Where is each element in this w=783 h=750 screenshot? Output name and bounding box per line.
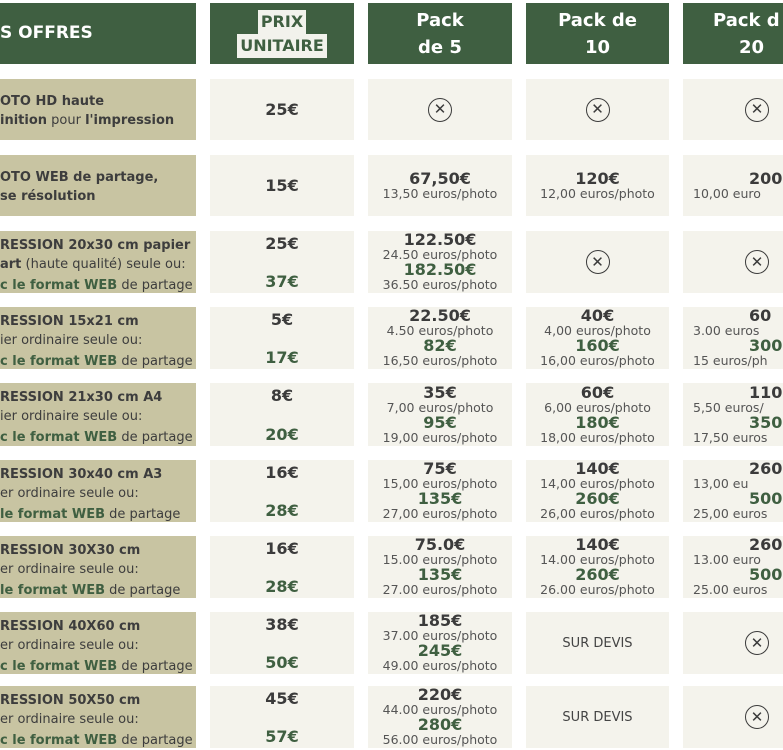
- table-row-3-label-line1-seg-0: RESSION 20x30 cm papier: [0, 238, 191, 253]
- header-pack20-line2: 20: [739, 36, 765, 58]
- pack-price: 40€: [580, 306, 615, 325]
- table-row-5-p10: [526, 383, 669, 446]
- table-row-6-label-line3-seg-0: le format WEB: [0, 507, 105, 522]
- pack-price-with-web: 245€: [417, 641, 463, 660]
- header-offres: [0, 3, 196, 64]
- unit-price-with-web: 37€: [265, 272, 299, 291]
- table-row-2-label: [0, 155, 196, 216]
- pack-price: 185€: [417, 611, 463, 630]
- unavailable-x-icon: ✕: [745, 705, 769, 729]
- table-row-3-p20: [683, 231, 783, 293]
- table-row-3-label: [0, 231, 196, 293]
- table-row-7-p10: [526, 536, 669, 598]
- pack-per-photo: 7,00 euros/photo: [386, 399, 494, 415]
- table-row-6-unit-price: [210, 460, 354, 522]
- pack-per-photo: 12,00 euros/photo: [540, 185, 655, 201]
- unit-price: 8€: [270, 386, 294, 405]
- table-row-3-p10: [526, 231, 669, 293]
- table-row-6-label-line2-seg-0: er ordinaire seule ou:: [0, 486, 139, 501]
- table-row-9-label-line1: [0, 691, 196, 710]
- table-row-3-label-line3-seg-1: de partage: [117, 278, 193, 293]
- pack-per-photo: 13,00 eu: [693, 476, 749, 491]
- pack-price: 110: [749, 382, 783, 402]
- table-row-7-label-line3-seg-0: le format WEB: [0, 583, 105, 598]
- table-row-9-label-line3-seg-1: de partage: [117, 733, 193, 748]
- table-row-5-label-line2-seg-0: ier ordinaire seule ou:: [0, 409, 143, 424]
- table-row-8-label-line1-seg-0: RESSION 40X60 cm: [0, 619, 141, 634]
- pack-price: 67,50€: [409, 168, 471, 188]
- table-row-7-label-line3: [0, 581, 196, 600]
- pack-price-with-web: 500: [749, 489, 783, 508]
- header-offres-label: S OFFRES: [0, 23, 93, 43]
- pack-per-photo-with-web: 49.00 euros/photo: [382, 658, 498, 673]
- unavailable-x-icon: ✕: [586, 98, 610, 122]
- pack-per-photo-with-web: 25.00 euros: [693, 582, 768, 597]
- header-pack10-line1: Pack de: [558, 9, 637, 31]
- unit-price: 45€: [265, 689, 299, 708]
- pack-per-photo: 13.00 euro: [693, 552, 761, 567]
- header-prix-line1: PRIX: [258, 10, 306, 34]
- pack-price-with-web: 82€: [423, 336, 457, 355]
- table-row-3-label-line3-seg-0: c le format WEB: [0, 278, 118, 293]
- table-row-4-p20: [683, 307, 783, 369]
- table-row-7-label-line1-seg-0: RESSION 30X30 cm: [0, 543, 141, 558]
- header-pack-20: [683, 3, 783, 64]
- table-row-2-unit-price: [210, 155, 354, 216]
- table-row-8-label-line1: [0, 617, 196, 636]
- table-row-6-label-line1: [0, 465, 196, 484]
- pack-per-photo-with-web: 16,50 euros/photo: [382, 353, 498, 368]
- unit-price: 25€: [265, 99, 299, 119]
- pack-per-photo: 14.00 euros/photo: [540, 552, 655, 567]
- table-row-7-p5: [368, 536, 512, 598]
- table-row-8-unit-price: [210, 612, 354, 674]
- table-row-8-label-line3-seg-1: de partage: [117, 659, 193, 674]
- table-row-3-label-line2: [0, 255, 196, 274]
- table-row-1-label-line2-seg-2: l'impression: [85, 113, 175, 128]
- pack-per-photo-with-web: 17,50 euros: [693, 429, 768, 445]
- table-row-6-label: [0, 460, 196, 522]
- pack-per-photo: 14,00 euros/photo: [540, 476, 655, 491]
- table-row-3-label-line1: [0, 236, 196, 255]
- table-row-1-p10: [526, 79, 669, 140]
- pack-price-with-web: 182.50€: [403, 260, 477, 279]
- pack-price: 260: [749, 535, 783, 554]
- table-row-4-p10: [526, 307, 669, 369]
- pack-per-photo-with-web: 19,00 euros/photo: [382, 429, 498, 445]
- pack-per-photo: 4.50 euros/photo: [386, 323, 494, 338]
- table-row-4-p5: [368, 307, 512, 369]
- pack-price: 60€: [580, 382, 615, 402]
- table-row-2-p5: [368, 155, 512, 216]
- table-row-3-label-line3: [0, 276, 196, 295]
- table-row-5-label-line3-seg-1: de partage: [117, 430, 193, 445]
- header-pack5-line1: Pack: [416, 9, 464, 31]
- unit-price-with-web: 28€: [265, 501, 299, 520]
- pack-per-photo-with-web: 56.00 euros/photo: [382, 732, 498, 747]
- table-row-1-p20: [683, 79, 783, 140]
- table-row-8-label: [0, 612, 196, 674]
- table-row-8-p5: [368, 612, 512, 674]
- unit-price: 16€: [265, 463, 299, 482]
- pack-price-with-web: 135€: [417, 565, 463, 584]
- table-row-5-p20: [683, 383, 783, 446]
- pack-per-photo: 37.00 euros/photo: [382, 628, 498, 643]
- table-row-9-label-line3: [0, 731, 196, 750]
- table-row-8-p10: [526, 612, 669, 674]
- table-row-4-label-line2-seg-0: ier ordinaire seule ou:: [0, 333, 143, 348]
- pack-per-photo-with-web: 16,00 euros/photo: [540, 353, 655, 368]
- table-row-4-label: [0, 307, 196, 369]
- pack-price: 75.0€: [414, 535, 466, 554]
- table-row-2-label-line1-seg-0: OTO WEB de partage,: [0, 170, 159, 185]
- table-row-2-label-line1: [0, 168, 196, 187]
- unavailable-x-icon: ✕: [745, 98, 769, 122]
- pack-price: 140€: [575, 535, 620, 554]
- pack-per-photo: 6,00 euros/photo: [544, 399, 651, 415]
- pack-per-photo: 44.00 euros/photo: [382, 702, 498, 717]
- pack-price: 122.50€: [403, 230, 477, 249]
- table-row-5-p5: [368, 383, 512, 446]
- table-row-2-p20: [683, 155, 783, 216]
- table-row-4-label-line3: [0, 352, 196, 371]
- unit-price: 16€: [265, 539, 299, 558]
- table-row-2-label-line2-seg-0: se résolution: [0, 189, 96, 204]
- unavailable-x-icon: ✕: [745, 250, 769, 274]
- table-row-3-label-line2-seg-0: art: [0, 257, 22, 272]
- pack-price-with-web: 260€: [575, 565, 620, 584]
- table-row-6-p5: [368, 460, 512, 522]
- table-row-8-label-line3: [0, 657, 196, 676]
- pack-price: 60: [749, 306, 772, 325]
- table-row-7-unit-price: [210, 536, 354, 598]
- header-pack5-line2: de 5: [418, 36, 462, 58]
- table-row-3-p5: [368, 231, 512, 293]
- table-row-5-label-line2: [0, 407, 196, 426]
- table-row-7-label: [0, 536, 196, 598]
- pack-per-photo: 10,00 euro: [693, 185, 761, 201]
- table-row-7-label-line2-seg-0: er ordinaire seule ou:: [0, 562, 139, 577]
- pack-per-photo: 24.50 euros/photo: [382, 247, 498, 262]
- table-row-1-p5: [368, 79, 512, 140]
- table-row-9-p10: [526, 686, 669, 748]
- header-pack10-line2: 10: [584, 36, 611, 58]
- header-prix-unitaire: [210, 3, 354, 64]
- unavailable-x-icon: ✕: [586, 250, 610, 274]
- pack-per-photo: 13,50 euros/photo: [382, 185, 498, 201]
- pack-price-with-web: 300: [749, 336, 783, 355]
- table-row-2-p10: [526, 155, 669, 216]
- pack-price-with-web: 260€: [575, 489, 620, 508]
- table-row-9-p20: [683, 686, 783, 748]
- pack-price: 200: [749, 168, 783, 188]
- table-row-1-unit-price: [210, 79, 354, 140]
- table-row-9-label-line1-seg-0: RESSION 50X50 cm: [0, 693, 141, 708]
- pack-price-with-web: 180€: [575, 412, 620, 432]
- table-row-8-label-line2: [0, 636, 196, 655]
- table-row-5-label-line1-seg-0: RESSION 21x30 cm A4: [0, 390, 163, 405]
- pack-price: 75€: [423, 459, 457, 478]
- table-row-1-label-line2: [0, 111, 196, 130]
- table-row-8-label-line2-seg-0: er ordinaire seule ou:: [0, 638, 139, 653]
- table-row-4-label-line3-seg-1: de partage: [117, 354, 193, 369]
- table-row-7-p20: [683, 536, 783, 598]
- pack-price-with-web: 95€: [423, 412, 457, 432]
- pack-per-photo-with-web: 27.00 euros/photo: [382, 582, 498, 597]
- table-row-4-label-line1-seg-0: RESSION 15x21 cm: [0, 314, 139, 329]
- pack-price: 120€: [575, 168, 620, 188]
- pack-per-photo-with-web: 25,00 euros: [693, 506, 768, 521]
- header-pack-5: [368, 3, 512, 64]
- pack-price-with-web: 135€: [417, 489, 463, 508]
- table-row-5-unit-price: [210, 383, 354, 446]
- table-row-8-p20: [683, 612, 783, 674]
- table-row-9-label-line3-seg-0: c le format WEB: [0, 733, 118, 748]
- table-row-1-label-line2-seg-1: pour: [47, 113, 86, 128]
- pack-price-with-web: 280€: [417, 715, 463, 734]
- unavailable-x-icon: ✕: [428, 98, 452, 122]
- pack-price-with-web: 160€: [575, 336, 620, 355]
- table-row-9-label: [0, 686, 196, 748]
- unavailable-x-icon: ✕: [745, 631, 769, 655]
- sur-devis-text: SUR DEVIS: [562, 635, 633, 651]
- table-row-5-label: [0, 383, 196, 446]
- pack-per-photo-with-web: 26.00 euros/photo: [540, 582, 655, 597]
- table-row-6-p10: [526, 460, 669, 522]
- unit-price-with-web: 17€: [265, 348, 299, 367]
- table-row-6-label-line2: [0, 484, 196, 503]
- table-row-6-p20: [683, 460, 783, 522]
- table-row-1-label-line2-seg-0: inition: [0, 113, 48, 128]
- table-row-9-label-line2-seg-0: er ordinaire seule ou:: [0, 712, 139, 727]
- table-row-1-label: [0, 79, 196, 140]
- table-row-4-label-line2: [0, 331, 196, 350]
- table-row-4-label-line1: [0, 312, 196, 331]
- pack-price-with-web: 350: [749, 412, 783, 432]
- table-row-2-label-line2: [0, 187, 196, 206]
- pack-price: 220€: [417, 685, 463, 704]
- table-row-6-label-line3-seg-1: de partage: [104, 507, 181, 522]
- header-prix-line2: UNITAIRE: [237, 34, 327, 58]
- table-row-5-label-line1: [0, 388, 196, 407]
- table-row-7-label-line1: [0, 541, 196, 560]
- pack-per-photo: 15.00 euros/photo: [382, 552, 498, 567]
- unit-price-with-web: 57€: [265, 727, 299, 746]
- table-row-7-label-line3-seg-1: de partage: [104, 583, 181, 598]
- pack-per-photo: 15,00 euros/photo: [382, 476, 498, 491]
- pack-per-photo-with-web: 36.50 euros/photo: [382, 277, 498, 292]
- table-row-9-p5: [368, 686, 512, 748]
- sur-devis-text: SUR DEVIS: [562, 709, 633, 725]
- table-row-3-unit-price: [210, 231, 354, 293]
- unit-price: 25€: [265, 234, 299, 253]
- table-row-9-label-line2: [0, 710, 196, 729]
- pack-per-photo: 4,00 euros/photo: [544, 323, 651, 338]
- table-row-6-label-line3: [0, 505, 196, 524]
- table-row-4-unit-price: [210, 307, 354, 369]
- pack-per-photo: 5,50 euros/: [693, 399, 764, 415]
- table-row-9-unit-price: [210, 686, 354, 748]
- table-row-6-label-line1-seg-0: RESSION 30x40 cm A3: [0, 467, 163, 482]
- unit-price-with-web: 50€: [265, 653, 299, 672]
- table-row-3-label-line2-seg-1: (haute qualité) seule ou:: [21, 257, 186, 272]
- table-row-4-label-line3-seg-0: c le format WEB: [0, 354, 118, 369]
- header-pack20-line1: Pack d: [713, 9, 780, 31]
- unit-price: 15€: [265, 175, 299, 195]
- pack-price-with-web: 500: [749, 565, 783, 584]
- pack-per-photo-with-web: 27,00 euros/photo: [382, 506, 498, 521]
- table-row-5-label-line3: [0, 428, 196, 447]
- table-row-8-label-line3-seg-0: c le format WEB: [0, 659, 118, 674]
- unit-price-with-web: 20€: [265, 425, 299, 444]
- pack-price: 22.50€: [409, 306, 471, 325]
- table-row-7-label-line2: [0, 560, 196, 579]
- unit-price-with-web: 28€: [265, 577, 299, 596]
- pack-price: 260: [749, 459, 783, 478]
- unit-price: 38€: [265, 615, 299, 634]
- table-row-1-label-line1-seg-0: OTO HD haute: [0, 94, 105, 109]
- pack-per-photo-with-web: 15 euros/ph: [693, 353, 768, 368]
- table-row-1-label-line1: [0, 92, 196, 111]
- unit-price: 5€: [270, 310, 294, 329]
- pack-price: 140€: [575, 459, 620, 478]
- pack-per-photo-with-web: 18,00 euros/photo: [540, 429, 655, 445]
- pack-per-photo: 3.00 euros: [693, 323, 760, 338]
- pack-price: 35€: [423, 382, 457, 402]
- pack-per-photo-with-web: 26,00 euros/photo: [540, 506, 655, 521]
- header-pack-10: [526, 3, 669, 64]
- table-row-5-label-line3-seg-0: c le format WEB: [0, 430, 118, 445]
